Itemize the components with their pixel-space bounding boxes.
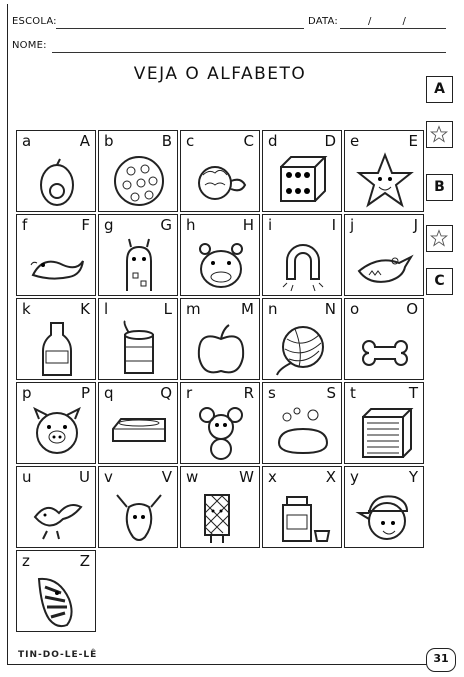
alphabet-cell-m <box>180 298 260 380</box>
escola-label: ESCOLA: <box>12 16 57 27</box>
star-icon <box>430 125 448 143</box>
lowercase-letter: z <box>22 552 30 570</box>
magnet-icon <box>273 235 333 293</box>
bone-icon <box>355 319 415 377</box>
publisher-logo: TIN-DO-LE-LÊ <box>18 650 98 660</box>
apple-icon <box>191 319 251 377</box>
uppercase-letter: C <box>243 132 254 150</box>
alphabet-cell-w <box>180 466 260 548</box>
lowercase-letter: r <box>186 384 193 402</box>
uppercase-letter: G <box>160 216 172 234</box>
uppercase-letter: A <box>79 132 90 150</box>
avocado-icon <box>27 151 87 209</box>
uppercase-letter: D <box>324 132 336 150</box>
uppercase-letter: X <box>325 468 336 486</box>
alphabet-cell-j <box>344 214 424 296</box>
star-icon <box>430 229 448 247</box>
bird-icon <box>27 487 87 545</box>
lowercase-letter: c <box>186 132 195 150</box>
uppercase-letter: S <box>326 384 336 402</box>
brick-icon <box>355 403 415 461</box>
lowercase-letter: d <box>268 132 278 150</box>
uppercase-letter: Y <box>408 468 418 486</box>
uppercase-letter: U <box>79 468 90 486</box>
cheese-icon <box>109 403 169 461</box>
data-line <box>340 28 446 29</box>
mouse-icon <box>191 403 251 461</box>
lowercase-letter: b <box>104 132 114 150</box>
alphabet-cell-y <box>344 466 424 548</box>
uppercase-letter: W <box>239 468 254 486</box>
giraffe-icon <box>109 235 169 293</box>
page-number: 31 <box>426 648 456 672</box>
uppercase-letter: K <box>80 300 90 318</box>
alphabet-cell-k <box>16 298 96 380</box>
lowercase-letter: l <box>104 300 109 318</box>
coconut-icon <box>191 151 251 209</box>
syrup-bottle-icon <box>273 487 333 545</box>
lowercase-letter: y <box>350 468 359 486</box>
ball-icon <box>109 151 169 209</box>
alphabet-cell-i <box>262 214 342 296</box>
data-label: DATA: <box>308 16 338 27</box>
lowercase-letter: o <box>350 300 360 318</box>
uppercase-letter: R <box>243 384 254 402</box>
alphabet-cell-e <box>344 130 424 212</box>
pig-icon <box>27 403 87 461</box>
uppercase-letter: I <box>331 216 336 234</box>
lowercase-letter: k <box>22 300 31 318</box>
wafer-icon <box>191 487 251 545</box>
lowercase-letter: n <box>268 300 278 318</box>
alphabet-cell-p <box>16 382 96 464</box>
data-slashes: / / <box>368 16 420 27</box>
lowercase-letter: p <box>22 384 32 402</box>
lowercase-letter: j <box>350 216 355 234</box>
seal-icon <box>27 235 87 293</box>
page-title: VEJA O ALFABETO <box>133 64 307 84</box>
alphabet-cell-c <box>180 130 260 212</box>
lowercase-letter: t <box>350 384 356 402</box>
star-icon <box>355 151 415 209</box>
lowercase-letter: h <box>186 216 196 234</box>
lowercase-letter: i <box>268 216 273 234</box>
escola-line <box>56 28 304 29</box>
deer-icon <box>109 487 169 545</box>
dice-icon <box>273 151 333 209</box>
alphabet-cell-t <box>344 382 424 464</box>
uppercase-letter: J <box>413 216 418 234</box>
alphabet-cell-b <box>98 130 178 212</box>
hippo-icon <box>191 235 251 293</box>
soap-icon <box>273 403 333 461</box>
side-tab-star-icon <box>426 121 453 148</box>
uppercase-letter: M <box>241 300 254 318</box>
alligator-icon <box>355 235 415 293</box>
lowercase-letter: v <box>104 468 113 486</box>
lowercase-letter: u <box>22 468 32 486</box>
uppercase-letter: Q <box>160 384 172 402</box>
alphabet-cell-a <box>16 130 96 212</box>
cap-boy-icon <box>355 487 415 545</box>
alphabet-cell-x <box>262 466 342 548</box>
alphabet-cell-r <box>180 382 260 464</box>
alphabet-cell-l <box>98 298 178 380</box>
nome-line <box>52 52 446 53</box>
alphabet-cell-d <box>262 130 342 212</box>
alphabet-cell-u <box>16 466 96 548</box>
lowercase-letter: w <box>186 468 199 486</box>
side-tab-letter: C <box>426 268 453 295</box>
alphabet-cell-q <box>98 382 178 464</box>
uppercase-letter: O <box>406 300 418 318</box>
uppercase-letter: B <box>161 132 172 150</box>
lowercase-letter: a <box>22 132 32 150</box>
uppercase-letter: V <box>161 468 172 486</box>
uppercase-letter: N <box>324 300 336 318</box>
uppercase-letter: E <box>408 132 418 150</box>
side-tab-letter: B <box>426 174 453 201</box>
alphabet-cell-g <box>98 214 178 296</box>
alphabet-cell-f <box>16 214 96 296</box>
alphabet-cell-h <box>180 214 260 296</box>
lowercase-letter: e <box>350 132 360 150</box>
yarn-ball-icon <box>273 319 333 377</box>
side-tab-letter: A <box>426 76 453 103</box>
lowercase-letter: f <box>22 216 28 234</box>
nome-label: NOME: <box>12 40 47 51</box>
side-tab-star-icon <box>426 225 453 252</box>
lowercase-letter: x <box>268 468 277 486</box>
uppercase-letter: H <box>242 216 254 234</box>
uppercase-letter: T <box>408 384 418 402</box>
uppercase-letter: P <box>80 384 90 402</box>
zebra-icon <box>27 571 87 629</box>
can-icon <box>109 319 169 377</box>
lowercase-letter: s <box>268 384 276 402</box>
lowercase-letter: g <box>104 216 114 234</box>
uppercase-letter: Z <box>79 552 90 570</box>
bottle-icon <box>27 319 87 377</box>
alphabet-cell-n <box>262 298 342 380</box>
lowercase-letter: q <box>104 384 114 402</box>
alphabet-cell-o <box>344 298 424 380</box>
alphabet-cell-z <box>16 550 96 632</box>
uppercase-letter: F <box>81 216 90 234</box>
uppercase-letter: L <box>163 300 172 318</box>
alphabet-cell-s <box>262 382 342 464</box>
alphabet-cell-v <box>98 466 178 548</box>
lowercase-letter: m <box>186 300 201 318</box>
